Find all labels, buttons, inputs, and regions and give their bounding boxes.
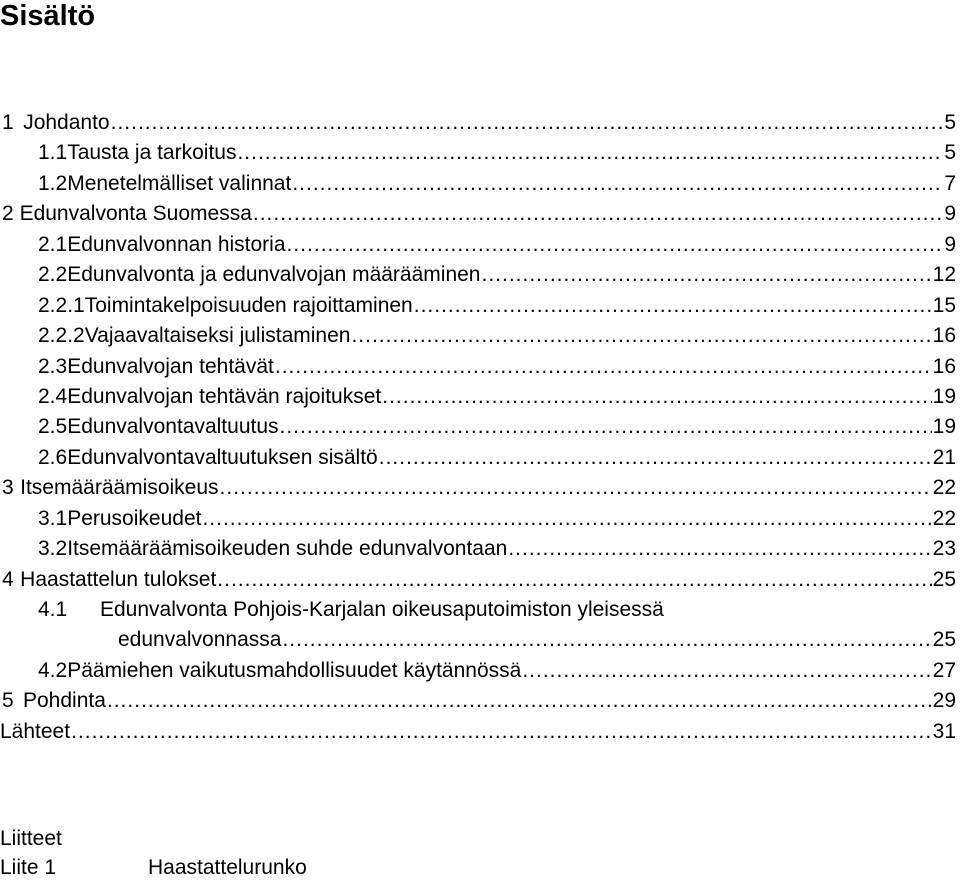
toc-page: 16 xyxy=(932,324,956,348)
attachment-title: Haastattelurunko xyxy=(148,856,307,879)
toc-leader xyxy=(217,565,931,595)
toc-title: Edunvalvojan tehtävän rajoitukset xyxy=(67,384,382,408)
toc-number: 2.3 xyxy=(38,354,68,378)
toc-entry[interactable] xyxy=(0,382,956,412)
toc-entry[interactable] xyxy=(0,321,956,351)
toc-title: Edunvalvonta ja edunvalvojan määrääminen xyxy=(67,263,481,287)
toc-leader xyxy=(237,138,943,168)
toc-title: Perusoikeudet xyxy=(67,506,202,530)
toc-page: 9 xyxy=(944,202,956,226)
toc-leader xyxy=(253,199,943,229)
toc-page: 25 xyxy=(932,628,956,652)
toc-entry[interactable] xyxy=(0,412,956,442)
toc-title: Itsemääräämisoikeus xyxy=(20,476,219,500)
toc-page: 21 xyxy=(932,445,956,469)
toc-title: Itsemääräämisoikeuden suhde edunvalvontaan xyxy=(67,537,508,561)
toc-leader xyxy=(71,717,932,747)
toc-page: 5 xyxy=(944,111,956,134)
toc-leader xyxy=(382,382,931,412)
toc-number: 1.2 xyxy=(38,171,68,195)
toc-title: Edunvalvojan tehtävät xyxy=(67,354,274,378)
toc-page: 15 xyxy=(932,293,956,317)
toc-leader xyxy=(202,504,931,534)
toc-entry[interactable] xyxy=(0,108,956,138)
toc-page: 29 xyxy=(932,689,956,713)
toc-entry[interactable] xyxy=(0,595,956,625)
toc-page: 22 xyxy=(932,506,956,530)
toc-number: 4 xyxy=(2,567,14,591)
toc-title: Haastattelun tulokset xyxy=(20,567,217,591)
toc-page: 31 xyxy=(932,719,956,743)
toc-entry[interactable] xyxy=(0,443,956,473)
toc-page: 25 xyxy=(932,567,956,591)
toc-page: 27 xyxy=(932,658,956,682)
toc-title: Lähteet xyxy=(0,719,71,743)
toc-leader xyxy=(351,321,931,351)
toc-leader xyxy=(508,534,931,564)
toc-leader xyxy=(107,686,932,716)
toc-entry[interactable] xyxy=(0,138,956,168)
table-of-contents xyxy=(0,108,956,747)
toc-number: 2.5 xyxy=(38,415,68,439)
toc-entry[interactable] xyxy=(0,230,956,260)
toc-number: 2 xyxy=(2,202,14,226)
toc-title: Pohdinta xyxy=(22,689,106,713)
toc-entry[interactable] xyxy=(0,199,956,229)
toc-entry[interactable] xyxy=(0,352,956,382)
toc-page: 5 xyxy=(944,141,956,165)
toc-leader xyxy=(481,260,931,290)
toc-number: 5 xyxy=(2,689,14,713)
toc-page: 12 xyxy=(932,263,956,287)
toc-title: Edunvalvontavaltuutuksen sisältö xyxy=(67,445,378,469)
toc-number: 4.1 xyxy=(38,598,68,621)
toc-title: Päämiehen vaikutusmahdollisuudet käytännössä xyxy=(67,658,522,682)
toc-number: 1 xyxy=(2,111,14,134)
toc-title: Edunvalvonta Pohjois-Karjalan oikeusaputoimiston yleisessä xyxy=(100,598,664,621)
toc-entry[interactable] xyxy=(0,717,956,747)
toc-leader xyxy=(280,412,932,442)
page-title: Sisältö xyxy=(0,0,96,32)
toc-page: 19 xyxy=(932,384,956,408)
toc-page: 19 xyxy=(932,415,956,439)
toc-title: edunvalvonnassa xyxy=(118,628,282,652)
toc-entry[interactable] xyxy=(0,169,956,199)
toc-number: 3.1 xyxy=(38,506,68,530)
toc-leader xyxy=(282,625,931,655)
toc-number: 3 xyxy=(2,476,14,500)
attachment-label: Liite 1 xyxy=(0,856,57,879)
toc-number: 2.2 xyxy=(38,263,68,287)
toc-leader xyxy=(379,443,932,473)
toc-entry[interactable] xyxy=(0,291,956,321)
toc-title: Edunvalvonnan historia xyxy=(67,232,286,256)
toc-number: 3.2 xyxy=(38,537,68,561)
toc-title: Toimintakelpoisuuden rajoittaminen xyxy=(84,293,413,317)
toc-leader xyxy=(111,108,944,138)
attachments-section xyxy=(0,824,307,882)
toc-entry[interactable] xyxy=(0,473,956,503)
toc-page: 9 xyxy=(944,232,956,256)
toc-page: 7 xyxy=(944,171,956,195)
toc-page: 23 xyxy=(932,537,956,561)
attachments-heading: Liitteet xyxy=(0,827,62,850)
toc-entry[interactable] xyxy=(0,534,956,564)
toc-page: 16 xyxy=(932,354,956,378)
toc-number: 2.6 xyxy=(38,445,68,469)
toc-leader xyxy=(414,291,932,321)
toc-number: 4.2 xyxy=(38,658,68,682)
toc-title: Tausta ja tarkoitus xyxy=(67,141,237,165)
toc-title: Johdanto xyxy=(23,111,110,134)
toc-entry[interactable] xyxy=(0,656,956,686)
toc-title: Vajaavaltaiseksi julistaminen xyxy=(84,324,351,348)
toc-entry[interactable] xyxy=(0,260,956,290)
toc-leader xyxy=(522,656,931,686)
toc-title: Menetelmälliset valinnat xyxy=(67,171,292,195)
toc-page: 22 xyxy=(932,476,956,500)
toc-title: Edunvalvontavaltuutus xyxy=(67,415,279,439)
toc-number: 2.1 xyxy=(38,232,68,256)
toc-number: 2.2.2 xyxy=(38,324,85,348)
toc-entry[interactable] xyxy=(0,686,956,716)
toc-leader xyxy=(220,473,932,503)
toc-title: Edunvalvonta Suomessa xyxy=(19,202,252,226)
toc-number: 2.2.1 xyxy=(38,293,85,317)
toc-entry-continuation[interactable] xyxy=(0,625,956,655)
toc-leader xyxy=(287,230,944,260)
toc-leader xyxy=(292,169,943,199)
toc-number: 2.4 xyxy=(38,384,68,408)
toc-entry[interactable] xyxy=(0,565,956,595)
toc-number: 1.1 xyxy=(38,141,68,165)
toc-entry[interactable] xyxy=(0,504,956,534)
toc-leader xyxy=(275,352,932,382)
